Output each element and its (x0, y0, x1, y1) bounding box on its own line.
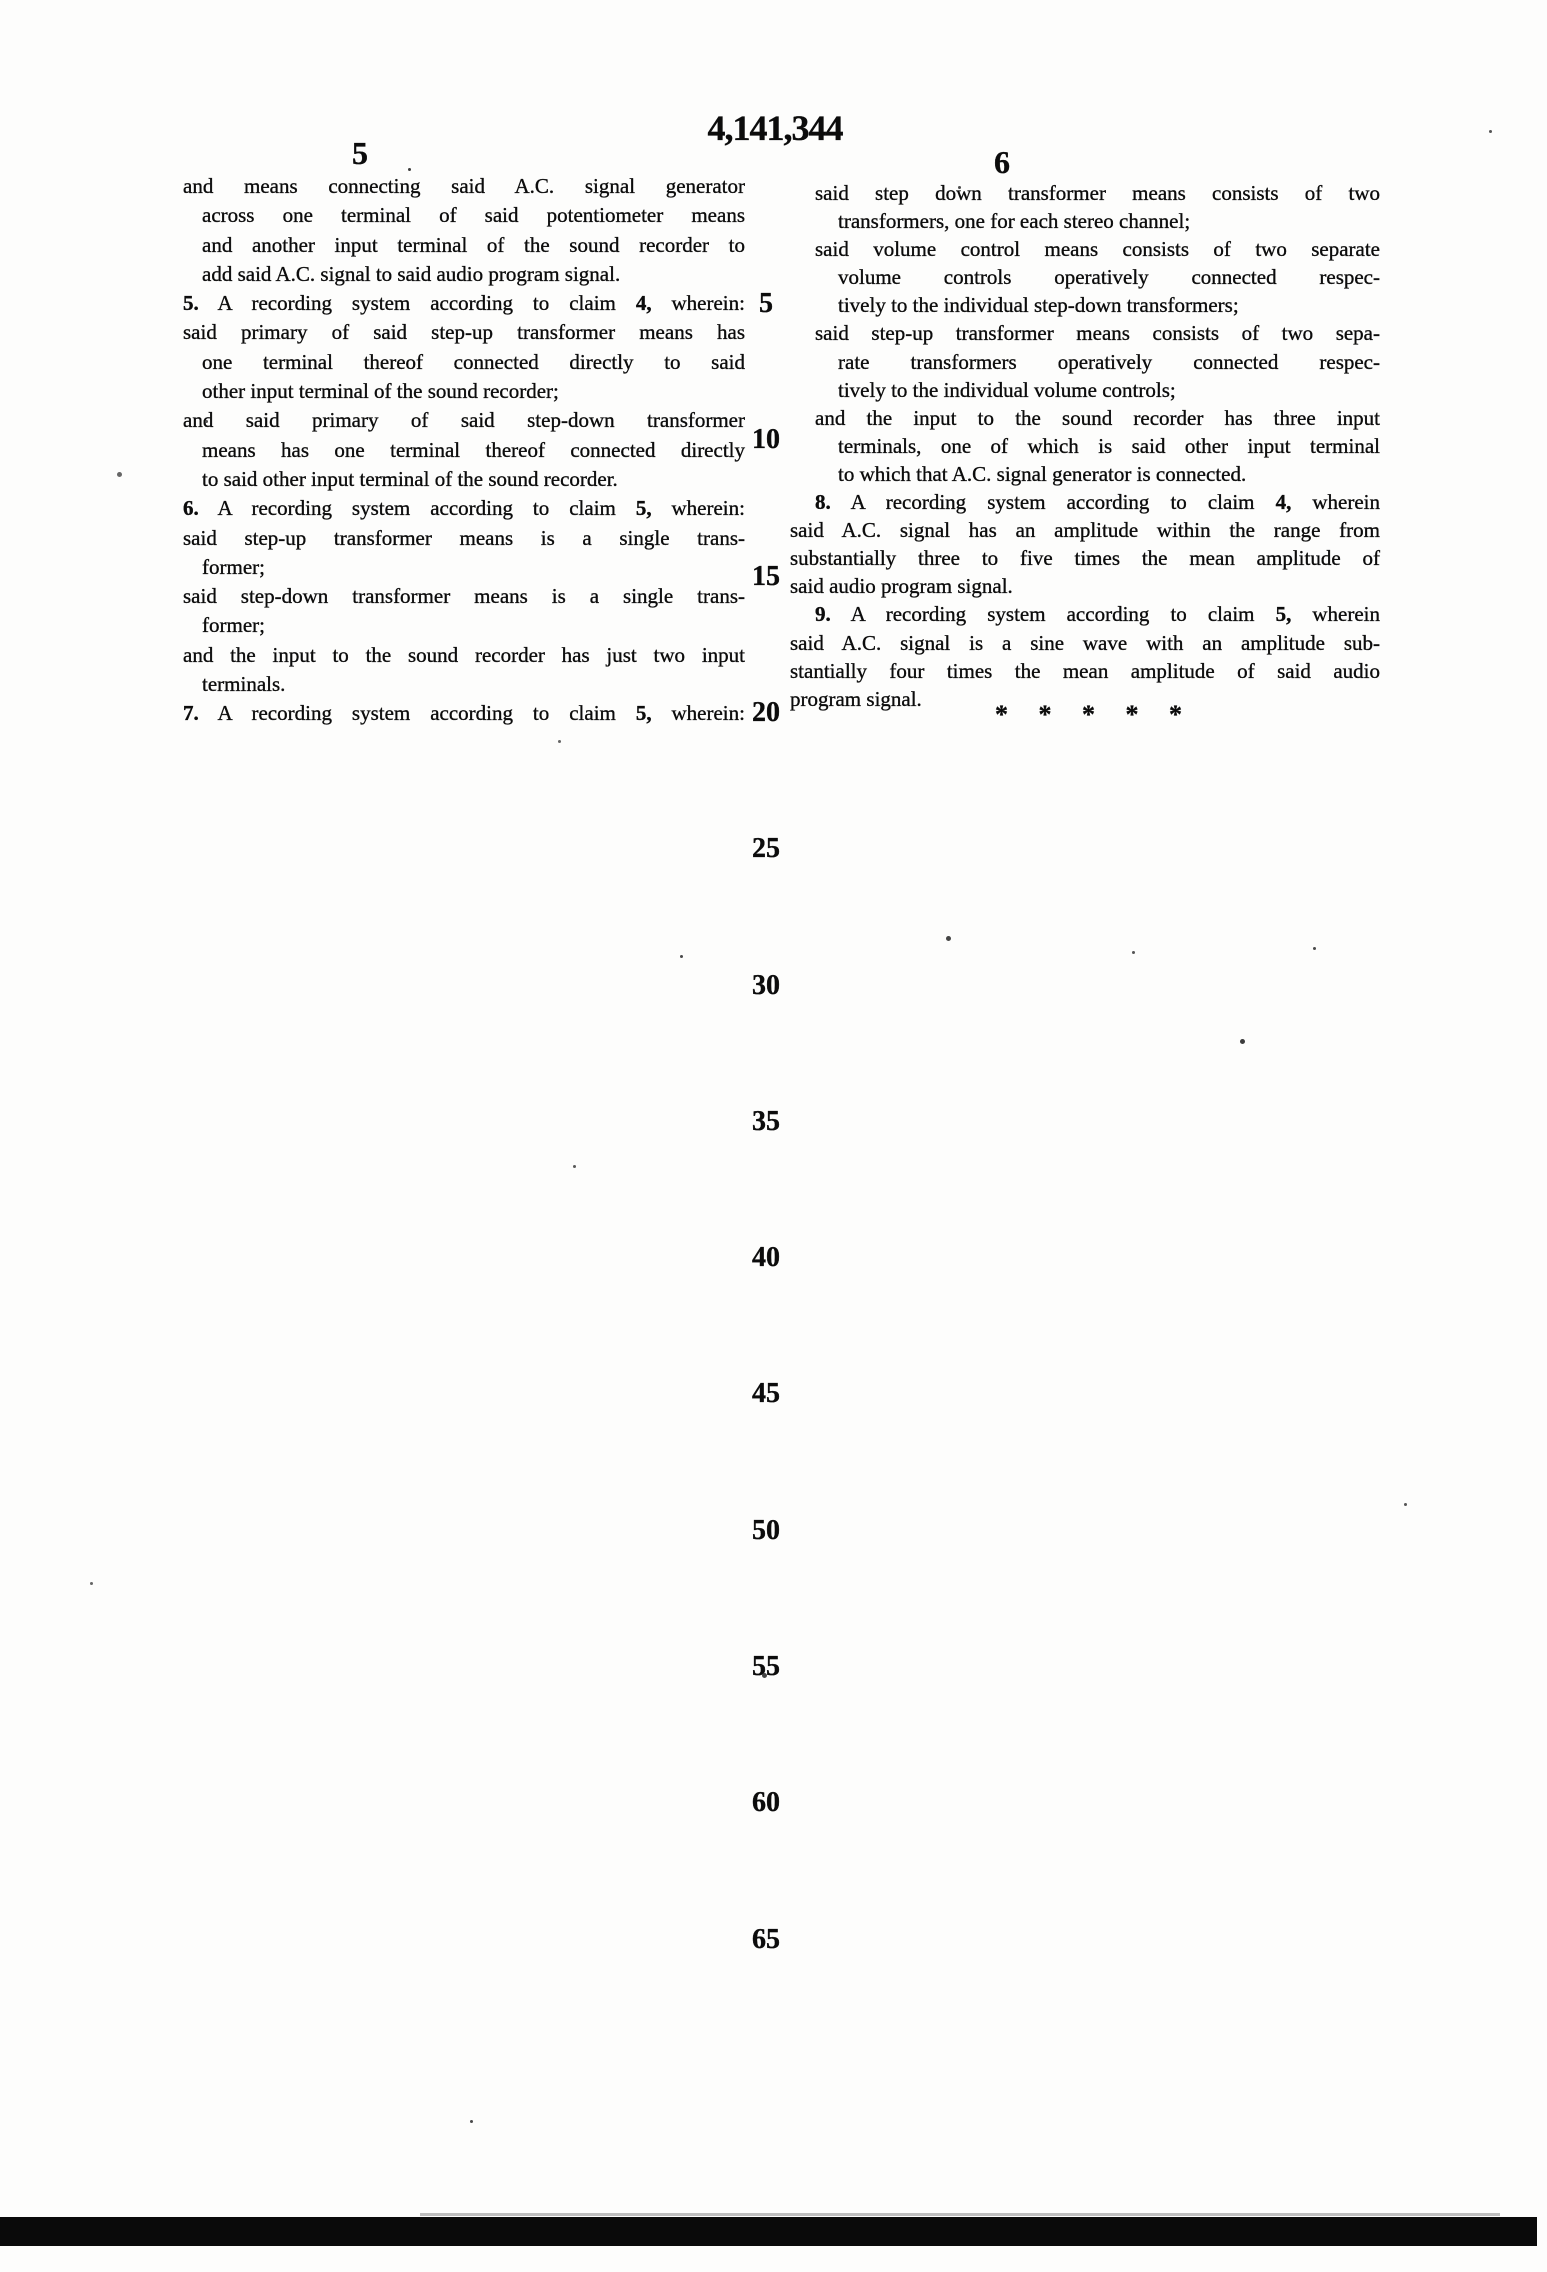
scan-smudge (420, 2213, 1500, 2216)
text-line: said step down transformer means consists of two (815, 181, 1380, 205)
line-number: 45 (752, 1378, 780, 1410)
column-6-number: 6 (994, 144, 1010, 180)
text-line: terminals. (202, 672, 286, 697)
line-number: 30 (752, 969, 780, 1001)
text-line: and said primary of said step-down transformer (183, 408, 745, 433)
text-line: tively to the individual step-down transformers; (838, 293, 1239, 318)
text-line: former; (202, 554, 265, 579)
text-line: said primary of said step-up transformer means has (183, 320, 745, 345)
asterisk-separator: * * * * * (995, 700, 1182, 729)
text-line: and means connecting said A.C. signal generator (183, 174, 745, 198)
left-column-claims-text (183, 172, 745, 729)
patent-number: 4,141,344 (707, 108, 843, 148)
text-line: other input terminal of the sound recorder; (202, 379, 559, 404)
text-line: to said other input terminal of the sound recorder. (202, 466, 618, 491)
text-line: said step-up transformer means consists of two sepa- (815, 321, 1380, 346)
text-line: program signal. (790, 686, 922, 711)
right-column-claims-text (790, 179, 1380, 713)
text-line: to which that A.C. signal generator is connected. (838, 461, 1247, 486)
line-number: 15 (752, 560, 780, 592)
text-line: across one terminal of said potentiometer means (202, 203, 745, 228)
text-line: former; (202, 613, 265, 638)
text-line: means has one terminal thereof connected directly (202, 437, 745, 462)
scan-footer-bar (0, 2217, 1537, 2246)
line-number: 40 (752, 1242, 780, 1274)
text-line: said A.C. signal is a sine wave with an amplitude sub- (790, 630, 1380, 655)
text-line: rate transformers operatively connected respec- (838, 349, 1380, 374)
text-line: terminals, one of which is said other input terminal (838, 433, 1380, 458)
line-number: 55 (752, 1651, 780, 1682)
line-number: 5 (759, 288, 773, 319)
text-line: said A.C. signal has an amplitude within the range from (790, 518, 1380, 543)
text-line: substantially three to five times the mean amplitude of (790, 546, 1380, 571)
text-line: 8. A recording system according to claim 4, wherein (815, 490, 1381, 515)
scan-noise (408, 168, 411, 171)
line-number: 50 (752, 1514, 780, 1546)
text-line: said step-down transformer means is a single trans- (183, 584, 745, 609)
text-line: 7. A recording system according to claim 5, wherein: (183, 701, 745, 726)
line-number: 20 (752, 696, 780, 728)
text-line: and another input terminal of the sound recorder to (202, 232, 745, 257)
text-line: 5. A recording system according to claim 4, wherein: (183, 291, 745, 316)
text-line: and the input to the sound recorder has three input (815, 405, 1380, 430)
text-line: said audio program signal. (790, 574, 1013, 599)
line-number: 25 (752, 833, 780, 865)
line-number: 10 (752, 424, 780, 456)
text-line: 6. A recording system according to claim 5, wherein: (183, 496, 745, 521)
line-number: 60 (752, 1787, 780, 1819)
text-line: 9. A recording system according to claim 5, wherein (815, 602, 1381, 627)
text-line: tively to the individual volume controls; (838, 377, 1176, 402)
column-5-number: 5 (352, 135, 368, 171)
line-number: 65 (752, 1923, 780, 1955)
text-line: and the input to the sound recorder has just two input (183, 642, 745, 667)
text-line: transformers, one for each stereo channel; (838, 209, 1191, 234)
text-line: one terminal thereof connected directly to said (202, 349, 745, 374)
text-line: add said A.C. signal to said audio program signal. (202, 261, 621, 286)
text-line: said volume control means consists of two separate (815, 237, 1380, 262)
text-line: stantially four times the mean amplitude of said audio (790, 658, 1380, 683)
text-line: volume controls operatively connected respec- (838, 265, 1380, 290)
text-line: said step-up transformer means is a single trans- (183, 525, 745, 550)
line-number: 35 (752, 1105, 780, 1137)
